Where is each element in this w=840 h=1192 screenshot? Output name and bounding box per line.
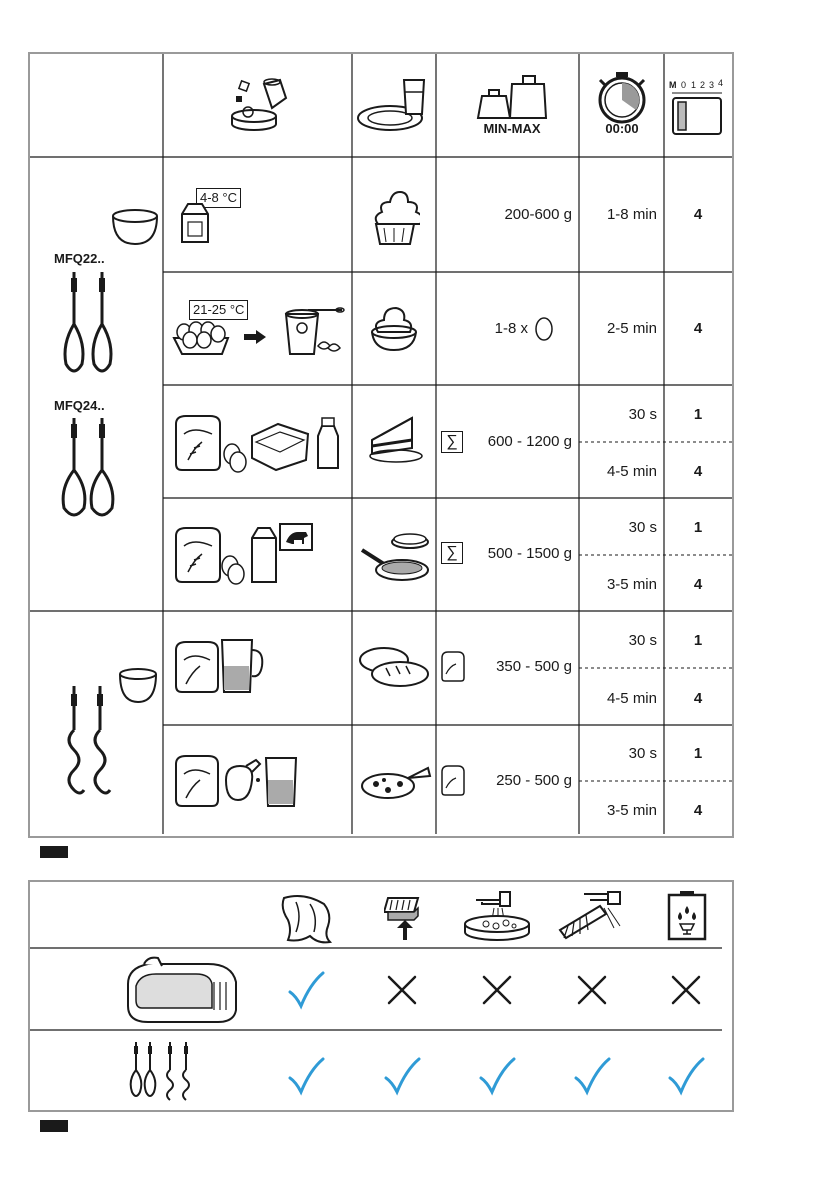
time-row4-step2: 3-5 min (606, 576, 657, 593)
temp-label-row1: 4-8 °C (196, 188, 241, 208)
mixer-body-icon (118, 954, 240, 1026)
rinse-bowl-icon (460, 888, 534, 942)
timer-readout: 00:00 (605, 121, 639, 136)
check-icon-r2-c1 (286, 1056, 326, 1096)
time-row4-step1: 30 s (628, 519, 657, 536)
dishwasher-icon (666, 890, 708, 942)
amount-row5: 350 - 500 g (496, 658, 572, 675)
speed-row5-step2: 4 (693, 690, 703, 707)
speed-row3-step2: 4 (693, 463, 703, 480)
amount-row4: 500 - 1500 g (487, 545, 572, 562)
speed-scale-2: 2 (700, 80, 706, 90)
cross-icon-r1-c4 (572, 970, 612, 1010)
time-row1: 1-8 min (606, 206, 657, 223)
scrub-sponge-icon (384, 892, 422, 942)
beaters-dough-hooks-icon (126, 1040, 196, 1102)
cross-icon-r1-c2 (382, 970, 422, 1010)
amount-row2: 1-8 x (494, 320, 528, 337)
speed-scale-3: 3 (709, 80, 715, 90)
speed-row4-step1: 1 (693, 519, 703, 536)
time-row6-step2: 3-5 min (606, 802, 657, 819)
model-mfq24: MFQ24.. (54, 398, 105, 413)
speed-scale-m: M (669, 80, 677, 90)
speed-row6-step2: 4 (693, 802, 703, 819)
time-row3-step1: 30 s (628, 406, 657, 423)
amount-row6: 250 - 500 g (496, 772, 572, 789)
time-row2: 2-5 min (606, 320, 657, 337)
speed-row5-step1: 1 (693, 632, 703, 649)
cross-icon-r1-c3 (477, 970, 517, 1010)
time-row3-step2: 4-5 min (606, 463, 657, 480)
speed-scale-0: 0 (681, 80, 687, 90)
cross-icon-r1-c5 (666, 970, 706, 1010)
model-mfq22: MFQ22.. (54, 251, 105, 266)
weight-range-label: MIN-MAX (483, 121, 541, 136)
time-row5-step1: 30 s (628, 632, 657, 649)
check-icon-r2-c5 (666, 1056, 706, 1096)
speed-row6-step1: 1 (693, 745, 703, 762)
cloth-icon (276, 892, 338, 944)
brush-tap-icon (554, 888, 628, 942)
speed-row3-step1: 1 (693, 406, 703, 423)
check-icon-r1-c1 (286, 970, 326, 1010)
sum-box-row3: ∑ (441, 431, 463, 453)
check-icon-r2-c4 (572, 1056, 612, 1096)
amount-row1: 200-600 g (504, 206, 572, 223)
speed-row2: 4 (693, 320, 703, 337)
check-icon-r2-c3 (477, 1056, 517, 1096)
time-row6-step1: 30 s (628, 745, 657, 762)
speed-scale-4: 4 (718, 78, 724, 88)
speed-scale-1: 1 (691, 80, 697, 90)
temp-label-row2: 21-25 °C (189, 300, 248, 320)
speed-row4-step2: 4 (693, 576, 703, 593)
check-icon-r2-c2 (382, 1056, 422, 1096)
time-row5-step2: 4-5 min (606, 690, 657, 707)
speed-row1: 4 (693, 206, 703, 223)
sum-box-row4: ∑ (441, 542, 463, 564)
figure-2-tag (40, 1120, 68, 1132)
amount-row3: 600 - 1200 g (487, 433, 572, 450)
